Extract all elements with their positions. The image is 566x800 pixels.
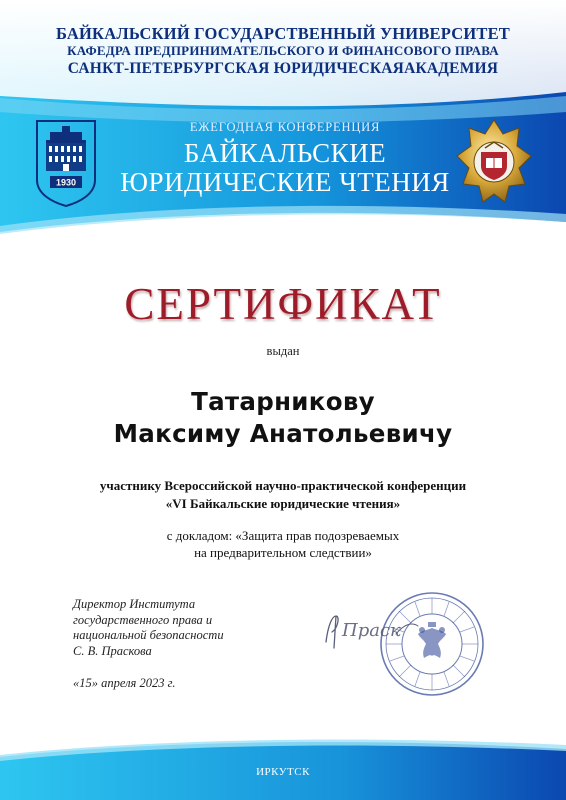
conference-subtitle: ЕЖЕГОДНАЯ КОНФЕРЕНЦИЯ	[189, 120, 381, 134]
recipient-given-names: Максиму Анатольевичу	[113, 419, 453, 448]
certificate-title: СЕРТИФИКАТ	[124, 279, 442, 329]
signature	[318, 604, 428, 652]
conference-title-line1: БАЙКАЛЬСКИЕ	[183, 138, 387, 168]
conference-title	[100, 139, 470, 197]
department-name: КАФЕДРА ПРЕДПРИНИМАТЕЛЬСКОГО И ФИНАНСОВОГО ПРАВА	[67, 43, 499, 58]
university-name: БАЙКАЛЬСКИЙ ГОСУДАРСТВЕННЫЙ УНИВЕРСИТЕТ	[56, 24, 510, 43]
report-text	[0, 527, 566, 561]
conference-title-line2: ЮРИДИЧЕСКИЕ ЧТЕНИЯ	[120, 167, 450, 197]
city-label: ИРКУТСК	[256, 766, 310, 778]
signer-position-line1: Директор Института	[73, 597, 196, 611]
participation-line2: «VI Байкальские юридические чтения»	[165, 496, 401, 511]
signer-position-line3: национальной безопасности	[73, 628, 224, 642]
participation-line1: участнику Всероссийской научно-практической конференции	[99, 478, 467, 493]
recipient-name	[0, 386, 566, 450]
signer-name: С. В. Праскова	[73, 643, 152, 658]
signer-position-line2: государственного права и	[73, 612, 213, 627]
participation-text	[0, 477, 566, 513]
issue-date: «15» апреля 2023 г.	[73, 676, 176, 690]
header-organizations	[0, 24, 566, 79]
emblem-year: 1930	[55, 177, 77, 188]
report-line2: на предварительном следствии»	[194, 545, 372, 560]
academy-name: САНКТ-ПЕТЕРБУРГСКАЯ ЮРИДИЧЕСКАЯАКАДЕМИЯ	[67, 60, 499, 77]
academy-shield-badge-icon	[455, 118, 533, 214]
university-building-icon	[34, 118, 98, 208]
issued-label: выдан	[266, 344, 300, 358]
recipient-surname: Татарникову	[191, 387, 375, 416]
report-line1: с докладом: «Защита прав подозреваемых	[166, 528, 400, 543]
signer-block	[73, 597, 303, 659]
signature-text: Праск	[342, 620, 401, 641]
